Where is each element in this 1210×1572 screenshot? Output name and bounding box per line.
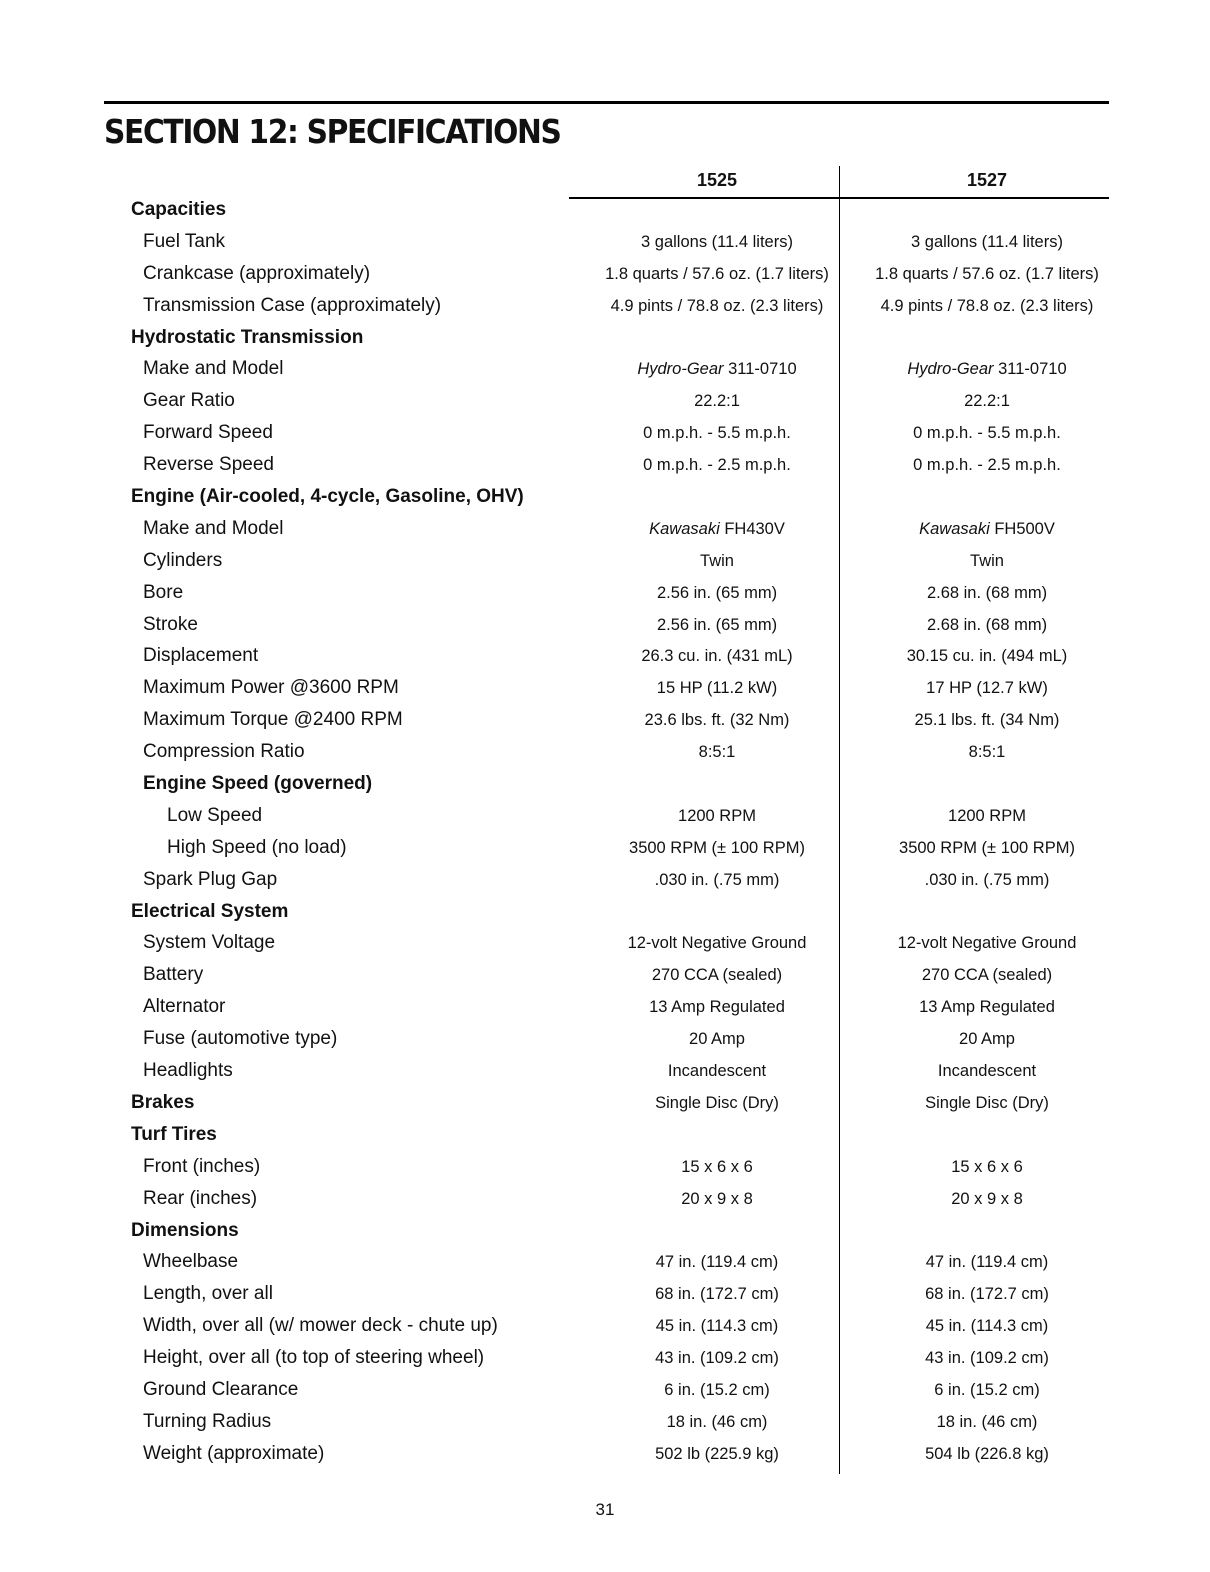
value-text: 6 in. (15.2 cm)	[664, 1380, 770, 1399]
value-1525	[582, 934, 852, 953]
value-1527	[852, 392, 1122, 411]
value-text: 20 x 9 x 8	[681, 1189, 753, 1208]
spec-row	[0, 994, 1210, 1026]
value-1527	[852, 360, 1122, 379]
value-text: 504 lb (226.8 kg)	[925, 1444, 1049, 1463]
value-text: 3500 RPM (± 100 RPM)	[899, 838, 1075, 857]
value-1525	[582, 1094, 852, 1113]
value-text: 270 CCA (sealed)	[921, 966, 1053, 985]
spec-row	[0, 739, 1210, 771]
value-text: 20 Amp	[959, 1030, 1015, 1049]
value-text: FH430V	[719, 519, 785, 538]
value-1525	[582, 1349, 852, 1368]
value-text: 18 in. (46 cm)	[936, 1412, 1038, 1431]
value-text: 22.2:1	[694, 392, 740, 411]
value-1525	[582, 265, 852, 284]
spec-label: Make and Model	[143, 517, 284, 539]
value-text: 1200 RPM	[948, 806, 1026, 825]
spec-label: Alternator	[143, 996, 226, 1018]
spec-label: Bore	[143, 581, 184, 603]
spec-row	[0, 1058, 1210, 1090]
spec-row	[0, 452, 1210, 484]
value-text: .030 in. (.75 mm)	[654, 870, 780, 889]
value-1525	[582, 711, 852, 730]
value-1527	[852, 552, 1122, 571]
spec-row	[0, 229, 1210, 261]
value-1525	[582, 616, 852, 635]
spec-table	[0, 197, 1210, 1473]
value-text: 22.2:1	[964, 392, 1010, 411]
value-1527	[852, 839, 1122, 858]
spec-label: Engine Speed (governed)	[143, 773, 373, 795]
value-1525	[582, 1062, 852, 1081]
value-1527	[852, 1285, 1122, 1304]
value-1527	[852, 807, 1122, 826]
top-rule	[104, 101, 1109, 104]
spec-row	[0, 1026, 1210, 1058]
value-text: 0 m.p.h. - 2.5 m.p.h.	[913, 456, 1061, 475]
spec-label: Turf Tires	[131, 1123, 217, 1145]
value-text: 311-0710	[993, 360, 1067, 379]
value-text: Incandescent	[937, 1062, 1037, 1081]
value-1525	[582, 1158, 852, 1177]
spec-label: Wheelbase	[143, 1251, 239, 1273]
value-1527	[852, 934, 1122, 953]
value-text: 12-volt Negative Ground	[627, 934, 807, 953]
spec-label: High Speed (no load)	[167, 836, 347, 858]
value-text: 2.68 in. (68 mm)	[926, 583, 1048, 602]
spec-row	[0, 1345, 1210, 1377]
spec-label: Turning Radius	[143, 1410, 272, 1432]
spec-row	[0, 388, 1210, 420]
value-text: 4.9 pints / 78.8 oz. (2.3 liters)	[880, 296, 1094, 315]
value-text: 1.8 quarts / 57.6 oz. (1.7 liters)	[875, 264, 1099, 283]
spec-row	[0, 1154, 1210, 1186]
value-text: 30.15 cu. in. (494 mL)	[906, 647, 1068, 666]
spec-row	[0, 867, 1210, 899]
value-1525	[582, 743, 852, 762]
value-text: 0 m.p.h. - 2.5 m.p.h.	[643, 456, 791, 475]
spec-label: Front (inches)	[143, 1155, 261, 1177]
spec-row	[0, 643, 1210, 675]
spec-row	[0, 1249, 1210, 1281]
spec-label: Fuse (automotive type)	[143, 1028, 338, 1050]
spec-row	[0, 899, 1210, 931]
spec-label: System Voltage	[143, 932, 276, 954]
spec-label: Capacities	[131, 199, 227, 220]
value-text: 0 m.p.h. - 5.5 m.p.h.	[643, 424, 791, 443]
spec-row	[0, 1281, 1210, 1313]
spec-label: Width, over all (w/ mower deck - chute up)	[143, 1315, 498, 1337]
brand-name: Kawasaki	[649, 519, 720, 538]
spec-label: Rear (inches)	[143, 1187, 258, 1209]
value-text: 23.6 lbs. ft. (32 Nm)	[644, 711, 790, 730]
value-text: 68 in. (172.7 cm)	[655, 1285, 779, 1304]
spec-row	[0, 1441, 1210, 1473]
value-text: 15 HP (11.2 kW)	[656, 679, 778, 698]
spec-label: Hydrostatic Transmission	[131, 326, 364, 348]
value-text: 15 x 6 x 6	[681, 1157, 753, 1176]
spec-row	[0, 580, 1210, 612]
value-text: FH500V	[989, 519, 1055, 538]
value-text: 47 in. (119.4 cm)	[925, 1253, 1049, 1272]
page-number: 31	[595, 1500, 615, 1519]
value-1527	[852, 966, 1122, 985]
spec-row	[0, 1090, 1210, 1122]
brand-name: Kawasaki	[919, 519, 990, 538]
value-text: .030 in. (.75 mm)	[924, 870, 1050, 889]
value-1527	[852, 871, 1122, 890]
value-1525	[582, 584, 852, 603]
spec-label: Maximum Power @3600 RPM	[143, 677, 399, 699]
spec-label: Weight (approximate)	[143, 1442, 325, 1464]
column-header-1525: 1525	[696, 170, 738, 190]
spec-label: Ground Clearance	[143, 1378, 299, 1400]
spec-label: Crankcase (approximately)	[143, 262, 371, 284]
value-text: 2.56 in. (65 mm)	[656, 615, 778, 634]
value-1525	[582, 1381, 852, 1400]
value-1525	[582, 360, 852, 379]
spec-label: Brakes	[131, 1091, 195, 1113]
value-text: 17 HP (12.7 kW)	[926, 679, 1048, 698]
value-text: 6 in. (15.2 cm)	[934, 1380, 1040, 1399]
value-text: 20 x 9 x 8	[951, 1189, 1023, 1208]
value-1527	[852, 1253, 1122, 1272]
value-text: 68 in. (172.7 cm)	[925, 1285, 1049, 1304]
value-1525	[582, 839, 852, 858]
value-text: 0 m.p.h. - 5.5 m.p.h.	[913, 424, 1061, 443]
value-1527	[852, 679, 1122, 698]
spec-row	[0, 930, 1210, 962]
spec-row	[0, 420, 1210, 452]
value-1527	[852, 1349, 1122, 1368]
value-1525	[582, 679, 852, 698]
spec-label: Low Speed	[167, 804, 263, 826]
spec-label: Length, over all	[143, 1283, 273, 1305]
value-1527	[852, 711, 1122, 730]
value-text: 1.8 quarts / 57.6 oz. (1.7 liters)	[605, 264, 829, 283]
value-text: 47 in. (119.4 cm)	[655, 1253, 779, 1272]
value-1525	[582, 807, 852, 826]
value-text: 8:5:1	[698, 743, 736, 762]
value-1525	[582, 297, 852, 316]
value-1527	[852, 1413, 1122, 1432]
value-1527	[852, 1317, 1122, 1336]
spec-label: Gear Ratio	[143, 390, 235, 412]
value-1525	[582, 1190, 852, 1209]
spec-label: Reverse Speed	[143, 454, 274, 476]
value-text: Single Disc (Dry)	[925, 1093, 1049, 1112]
spec-label: Maximum Torque @2400 RPM	[143, 709, 403, 731]
value-text: 8:5:1	[968, 743, 1006, 762]
value-1525	[582, 966, 852, 985]
value-1525	[582, 456, 852, 475]
spec-label: Electrical System	[131, 900, 289, 922]
spec-row	[0, 325, 1210, 357]
value-text: Incandescent	[667, 1062, 767, 1081]
value-1527	[852, 1158, 1122, 1177]
spec-row	[0, 484, 1210, 516]
spec-label: Height, over all (to top of steering wheel)	[143, 1347, 485, 1369]
spec-label: Battery	[143, 964, 204, 986]
spec-row	[0, 1377, 1210, 1409]
spec-row	[0, 356, 1210, 388]
spec-label: Forward Speed	[143, 422, 273, 444]
value-1527	[852, 1094, 1122, 1113]
value-text: 2.56 in. (65 mm)	[656, 583, 778, 602]
value-1527	[852, 424, 1122, 443]
value-1527	[852, 1062, 1122, 1081]
spec-label: Fuel Tank	[143, 230, 226, 252]
value-text: 15 x 6 x 6	[951, 1157, 1023, 1176]
value-text: 502 lb (225.9 kg)	[655, 1444, 779, 1463]
value-1527	[852, 998, 1122, 1017]
value-text: 311-0710	[723, 360, 797, 379]
value-1527	[852, 647, 1122, 666]
spec-row	[0, 612, 1210, 644]
spec-row	[0, 548, 1210, 580]
value-1527	[852, 1381, 1122, 1400]
value-text: 26.3 cu. in. (431 mL)	[641, 647, 793, 666]
value-text: 18 in. (46 cm)	[666, 1412, 768, 1431]
value-text: 13 Amp Regulated	[919, 998, 1055, 1017]
value-text: 3 gallons (11.4 liters)	[911, 232, 1063, 251]
value-1525	[582, 1445, 852, 1464]
value-1525	[582, 1030, 852, 1049]
spec-label: Transmission Case (approximately)	[143, 294, 442, 316]
value-text: 43 in. (109.2 cm)	[925, 1349, 1049, 1368]
spec-row	[0, 1218, 1210, 1250]
spec-row	[0, 675, 1210, 707]
spec-label: Dimensions	[131, 1219, 239, 1241]
value-1525	[582, 520, 852, 539]
value-text: 270 CCA (sealed)	[651, 966, 783, 985]
value-1525	[582, 1413, 852, 1432]
value-text: 13 Amp Regulated	[649, 998, 785, 1017]
value-1525	[582, 424, 852, 443]
spec-label: Spark Plug Gap	[143, 868, 278, 890]
value-text: Twin	[700, 551, 734, 570]
value-1525	[582, 1317, 852, 1336]
spec-row	[0, 197, 1210, 229]
value-1527	[852, 233, 1122, 252]
value-1527	[852, 265, 1122, 284]
spec-row	[0, 771, 1210, 803]
value-1527	[852, 520, 1122, 539]
value-1527	[852, 584, 1122, 603]
value-1527	[852, 1445, 1122, 1464]
value-1525	[582, 647, 852, 666]
value-1525	[582, 233, 852, 252]
value-text: Single Disc (Dry)	[655, 1093, 779, 1112]
spec-row	[0, 261, 1210, 293]
value-1527	[852, 1030, 1122, 1049]
value-text: 12-volt Negative Ground	[897, 934, 1077, 953]
value-1525	[582, 871, 852, 890]
value-text: 20 Amp	[689, 1030, 745, 1049]
spec-row	[0, 1186, 1210, 1218]
value-1525	[582, 552, 852, 571]
value-text: 3 gallons (11.4 liters)	[641, 232, 793, 251]
spec-label: Make and Model	[143, 358, 284, 380]
value-1525	[582, 998, 852, 1017]
value-text: 4.9 pints / 78.8 oz. (2.3 liters)	[610, 296, 824, 315]
spec-row	[0, 1122, 1210, 1154]
value-text: 2.68 in. (68 mm)	[926, 615, 1048, 634]
spec-row	[0, 835, 1210, 867]
spec-label: Stroke	[143, 613, 198, 635]
brand-name: Hydro-Gear	[637, 360, 724, 379]
value-text: 45 in. (114.3 cm)	[655, 1317, 779, 1336]
spec-label: Compression Ratio	[143, 741, 305, 763]
brand-name: Hydro-Gear	[907, 360, 994, 379]
spec-row	[0, 707, 1210, 739]
value-1527	[852, 456, 1122, 475]
spec-row	[0, 1313, 1210, 1345]
value-1527	[852, 1190, 1122, 1209]
spec-label: Headlights	[143, 1060, 233, 1082]
value-1525	[582, 1253, 852, 1272]
spec-label: Cylinders	[143, 549, 223, 571]
value-text: 3500 RPM (± 100 RPM)	[629, 838, 805, 857]
spec-label: Displacement	[143, 645, 259, 667]
value-text: 43 in. (109.2 cm)	[655, 1349, 779, 1368]
value-1527	[852, 297, 1122, 316]
value-text: 45 in. (114.3 cm)	[925, 1317, 1049, 1336]
value-1527	[852, 743, 1122, 762]
value-1525	[582, 392, 852, 411]
spec-label: Engine (Air-cooled, 4-cycle, Gasoline, OHV)	[131, 486, 524, 508]
value-text: Twin	[970, 551, 1004, 570]
value-1525	[582, 1285, 852, 1304]
value-text: 25.1 lbs. ft. (34 Nm)	[914, 711, 1060, 730]
value-text: 1200 RPM	[678, 806, 756, 825]
value-1527	[852, 616, 1122, 635]
spec-row	[0, 293, 1210, 325]
spec-row	[0, 1409, 1210, 1441]
spec-row	[0, 803, 1210, 835]
spec-row	[0, 516, 1210, 548]
column-header-1527: 1527	[966, 170, 1008, 190]
page-title: SECTION 12: SPECIFICATIONS	[104, 112, 561, 151]
spec-row	[0, 962, 1210, 994]
